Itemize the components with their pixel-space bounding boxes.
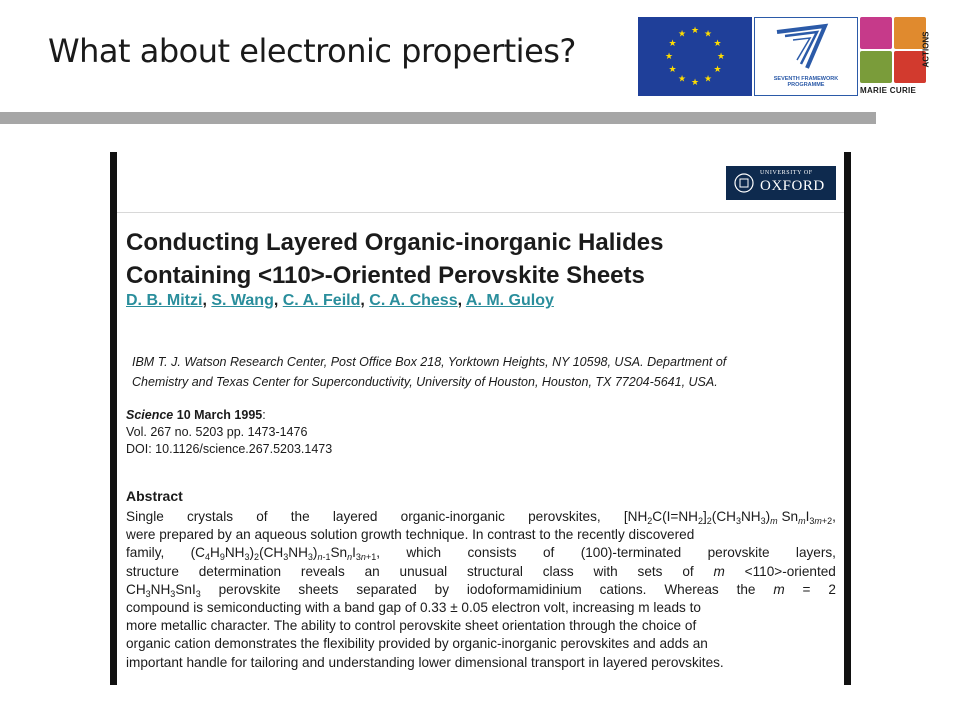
- eu-star-icon: ★: [713, 65, 722, 75]
- paper-screenshot: [110, 152, 851, 685]
- eu-flag-icon: [638, 17, 752, 96]
- eu-star-icon: ★: [668, 39, 677, 49]
- eu-star-icon: ★: [703, 74, 713, 85]
- eu-star-icon: ★: [713, 39, 722, 49]
- author-link[interactable]: C. A. Chess: [369, 292, 458, 309]
- abstract-line: were prepared by an aqueous solution growth technique. In contrast to the recently discovered: [126, 527, 695, 543]
- eu-star-icon: ★: [690, 78, 700, 88]
- author-list: D. B. Mitzi, S. Wang, C. A. Feild, C. A. Chess, A. M. Guloy: [126, 292, 554, 309]
- oxford-crest-icon: [734, 171, 754, 195]
- abstract-line: organic cation demonstrates the flexibility provided by organic-inorganic perovskites and adds an: [126, 636, 708, 652]
- abstract-line: Single crystals of the layered organic-inorganic perovskites, [$NH_2C(I=NH_2]_2(CH_3NH_3)_m$ $Sn_mI_{3m+2}$,: [126, 509, 836, 526]
- doi: DOI: 10.1126/science.267.5203.1473: [126, 442, 333, 456]
- header-rule: [117, 212, 844, 213]
- abstract-text: [126, 508, 836, 672]
- title-divider: [0, 112, 876, 124]
- abstract-heading: Abstract: [126, 488, 183, 504]
- eu-star-icon: ★: [677, 74, 687, 85]
- paper-title: [126, 226, 826, 292]
- author-link[interactable]: S. Wang: [211, 292, 274, 309]
- fp7-emblem-icon: [755, 18, 857, 74]
- eu-star-icon: ★: [716, 52, 726, 62]
- author-link[interactable]: A. M. Guloy: [465, 292, 554, 309]
- actions-label: ACTIONS: [921, 31, 931, 68]
- marie-curie-portraits-icon: [860, 17, 926, 83]
- oxford-label: OXFORD: [760, 178, 825, 194]
- eu-star-icon: ★: [664, 52, 674, 62]
- paper-title-line1: Conducting Layered Organic-inorganic Halides: [126, 229, 664, 256]
- fp7-logo: [754, 17, 858, 96]
- affiliation-line2: Chemistry and Texas Center for Superconductivity, University of Houston, Houston, TX 77204-5641, USA.: [132, 375, 718, 389]
- eu-star-icon: ★: [690, 26, 700, 36]
- eu-star-icon: ★: [703, 29, 713, 40]
- eu-star-icon: ★: [668, 65, 677, 75]
- abstract-line: compound is semiconducting with a band gap of 0.33 ± 0.05 electron volt, increasing m leads to: [126, 600, 701, 616]
- abstract-line: structure determination reveals an unusual structural class with sets of m <110>-oriented: [126, 563, 836, 579]
- abstract-line: family, $(C_4H_9NH_3)_2(CH_3NH_3)_{n-1}Sn_nI_{3n+1}$, which consists of (100)-terminated perovskite layers,: [126, 545, 836, 563]
- sponsor-logos: [638, 17, 942, 96]
- publication-date: 10 March 1995: [176, 408, 263, 422]
- citation: Science 10 March 1995: Vol. 267 no. 5203 pp. 1473-1476 DOI: 10.1126/science.267.5203.1473: [126, 408, 333, 456]
- slide-title: What about electronic properties?: [48, 32, 576, 70]
- oxford-logo: [726, 166, 836, 200]
- journal-name: Science: [126, 408, 174, 422]
- abstract-line: $CH_3NH_3SnI_3$ perovskite sheets separated by iodoformamidinium cations. Whereas the m = 2: [126, 581, 836, 599]
- affiliation-line1: IBM T. J. Watson Research Center, Post Office Box 218, Yorktown Heights, NY 10598, USA. Department of: [132, 355, 727, 369]
- fp7-caption-line1: SEVENTH FRAMEWORK: [773, 76, 839, 82]
- oxford-small-label: UNIVERSITY OF: [760, 170, 813, 176]
- author-link[interactable]: C. A. Feild: [282, 292, 361, 309]
- paper-title-line2: Containing <110>-Oriented Perovskite Sheets: [126, 262, 645, 289]
- affiliation: [132, 352, 832, 392]
- marie-curie-logo: [860, 17, 942, 96]
- abstract-line: important handle for tailoring and understanding lower dimensional transport in layered perovskites.: [126, 654, 724, 670]
- abstract-line: more metallic character. The ability to control perovskite sheet orientation through the choice of: [126, 618, 697, 634]
- fp7-caption-line2: PROGRAMME: [787, 82, 825, 88]
- eu-star-icon: ★: [677, 29, 687, 40]
- volume-info: Vol. 267 no. 5203 pp. 1473-1476: [126, 425, 308, 439]
- marie-curie-label: MARIE CURIE: [860, 86, 917, 95]
- author-link[interactable]: D. B. Mitzi: [126, 292, 203, 309]
